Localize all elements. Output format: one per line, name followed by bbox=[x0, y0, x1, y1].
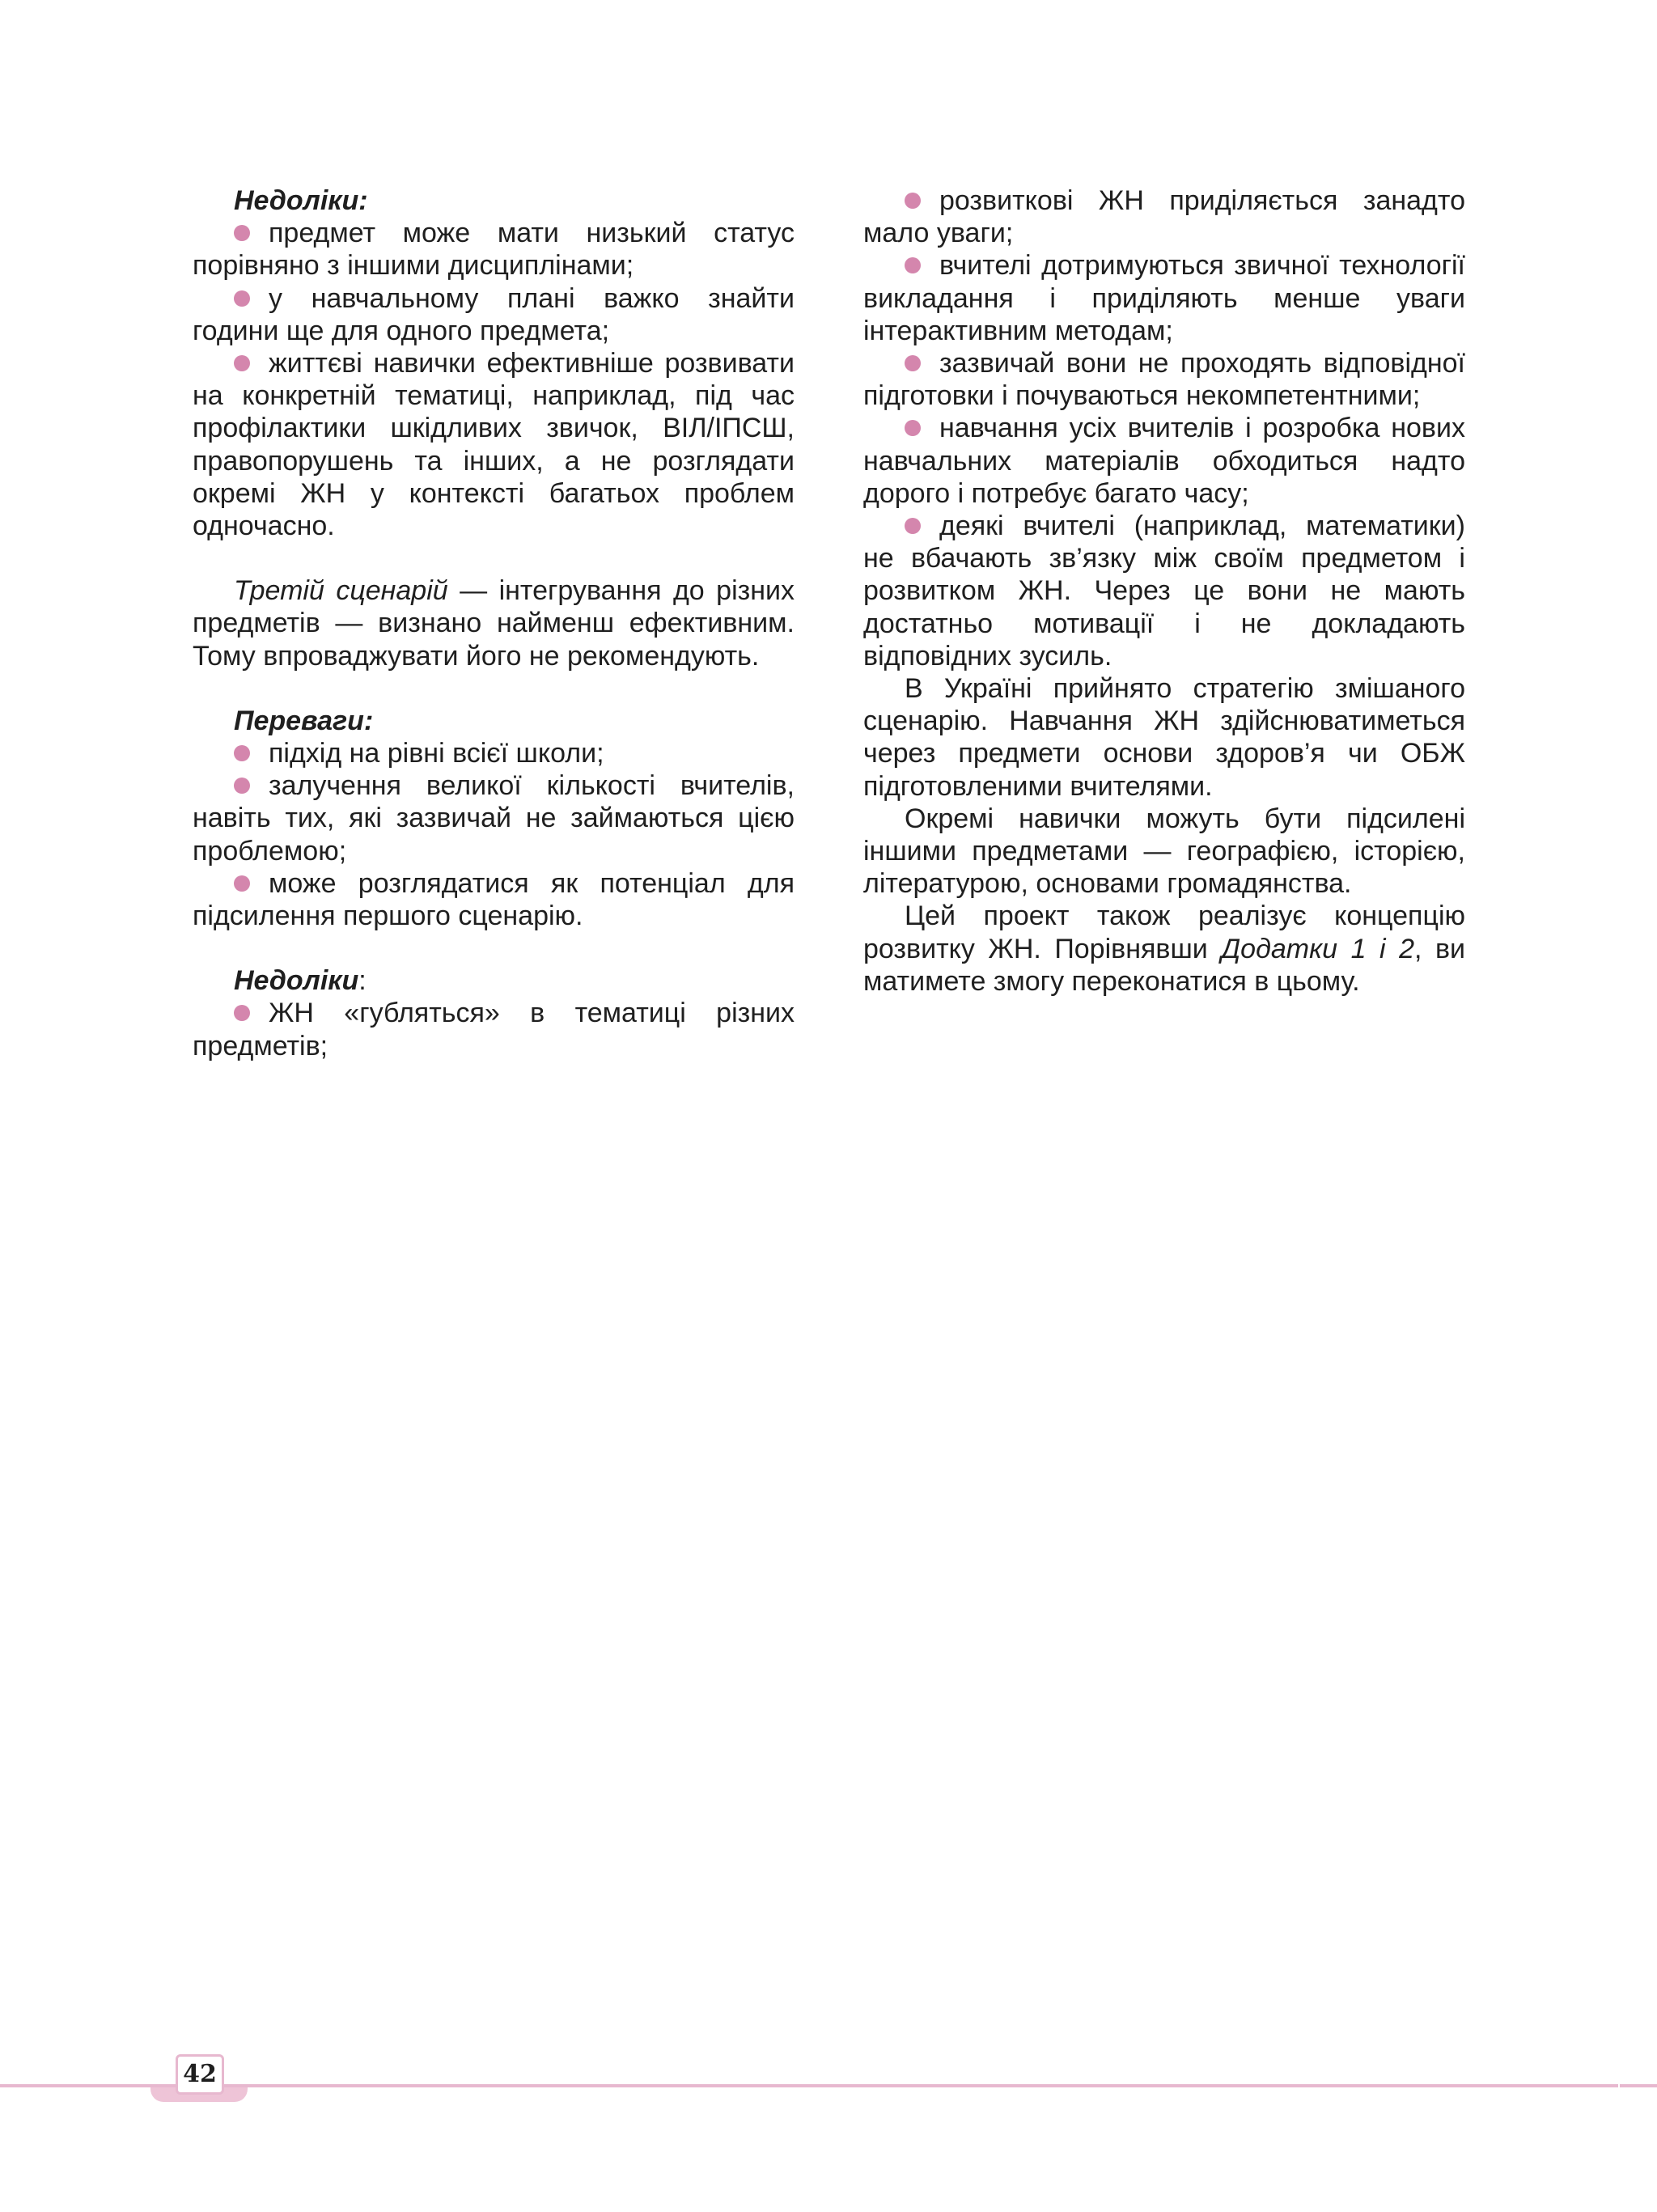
bullet-icon bbox=[234, 1005, 250, 1021]
bullet-icon bbox=[905, 193, 921, 209]
bullet-icon bbox=[905, 518, 921, 534]
third-scenario-title: Третій сценарій bbox=[234, 575, 448, 607]
spacer bbox=[193, 672, 795, 705]
bullet-item: життєві навички ефективніше розвивати на конкретній тематиці, наприклад, під час профілактики шкідливих звичок, ВІЛ/ІПСШ, правопорушень та інших, а не розглядати окремі ЖН у контексті багатьох проблем одночасно. bbox=[193, 348, 795, 542]
project-paragraph: Цей проект також реалізує концепцію розвитку ЖН. Порівнявши Додатки 1 і 2, ви матимете змогу переконатися в цьому. bbox=[863, 900, 1465, 997]
footer-rule-end bbox=[1620, 2084, 1657, 2087]
bullet-icon bbox=[234, 225, 250, 241]
third-scenario-paragraph: Третій сценарій — інтегрування до різних предметів — визнано найменш ефективним. Тому впроваджувати його не рекомендують. bbox=[193, 575, 795, 672]
bullet-item: залучення великої кількості вчителів, навіть тих, які зазвичай не займаються цією проблемою; bbox=[193, 770, 795, 867]
bullet-item: деякі вчителі (наприклад, математики) не вбачають зв’язку між своїм предметом і розвитком ЖН. Через це вони не мають достатньо мотивації і не докладають відповідних зусиль. bbox=[863, 511, 1465, 672]
skills-paragraph: Окремі навички можуть бути підсилені іншими предметами — географією, історією, літературою, основами громадянства. bbox=[863, 803, 1465, 900]
cons-heading-2: Недоліки: bbox=[234, 965, 367, 997]
pros-heading: Переваги: bbox=[234, 705, 374, 736]
bullet-icon bbox=[905, 420, 921, 436]
bullet-item: предмет може мати низький статус порівняно з іншими дисциплінами; bbox=[193, 218, 795, 282]
page-number: 42 bbox=[176, 2054, 224, 2095]
bullet-item: зазвичай вони не проходять відповідної підготовки і почуваються некомпетентними; bbox=[863, 348, 1465, 412]
bullet-item: розвиткові ЖН приділяється занадто мало уваги; bbox=[863, 185, 1465, 249]
right-column bbox=[863, 184, 1465, 998]
bullet-item: ЖН «губляться» в тематиці різних предметів; bbox=[193, 998, 795, 1062]
bullet-icon bbox=[234, 875, 250, 892]
bullet-item: може розглядатися як потенціал для підсилення першого сценарію. bbox=[193, 867, 795, 932]
cons-heading: Недоліки: bbox=[234, 185, 368, 216]
bullet-item: підхід на рівні всієї школи; bbox=[193, 737, 795, 769]
left-column bbox=[193, 184, 795, 1062]
spacer bbox=[193, 932, 795, 964]
appendix-reference: Додатки 1 і 2 bbox=[1221, 933, 1414, 964]
spacer bbox=[193, 542, 795, 574]
bullet-icon bbox=[234, 290, 250, 307]
ukraine-paragraph: В Україні прийнято стратегію змішаного сценарію. Навчання ЖН здійснюватиметься через предмети основи здоров’я чи ОБЖ підготовленими вчителями. bbox=[863, 673, 1465, 802]
bullet-item: навчання усіх вчителів і розробка нових навчальних матеріалів обходиться надто дорого і потребує багато часу; bbox=[863, 413, 1465, 509]
bullet-item: у навчальному плані важко знайти години ще для одного предмета; bbox=[193, 282, 795, 346]
bullet-icon bbox=[234, 778, 250, 794]
bullet-icon bbox=[234, 355, 250, 371]
bullet-icon bbox=[905, 355, 921, 371]
bullet-icon bbox=[905, 257, 921, 273]
bullet-item: вчителі дотримуються звичної технології викладання і приділяють менше уваги інтерактивним методам; bbox=[863, 250, 1465, 346]
bullet-icon bbox=[234, 745, 250, 761]
